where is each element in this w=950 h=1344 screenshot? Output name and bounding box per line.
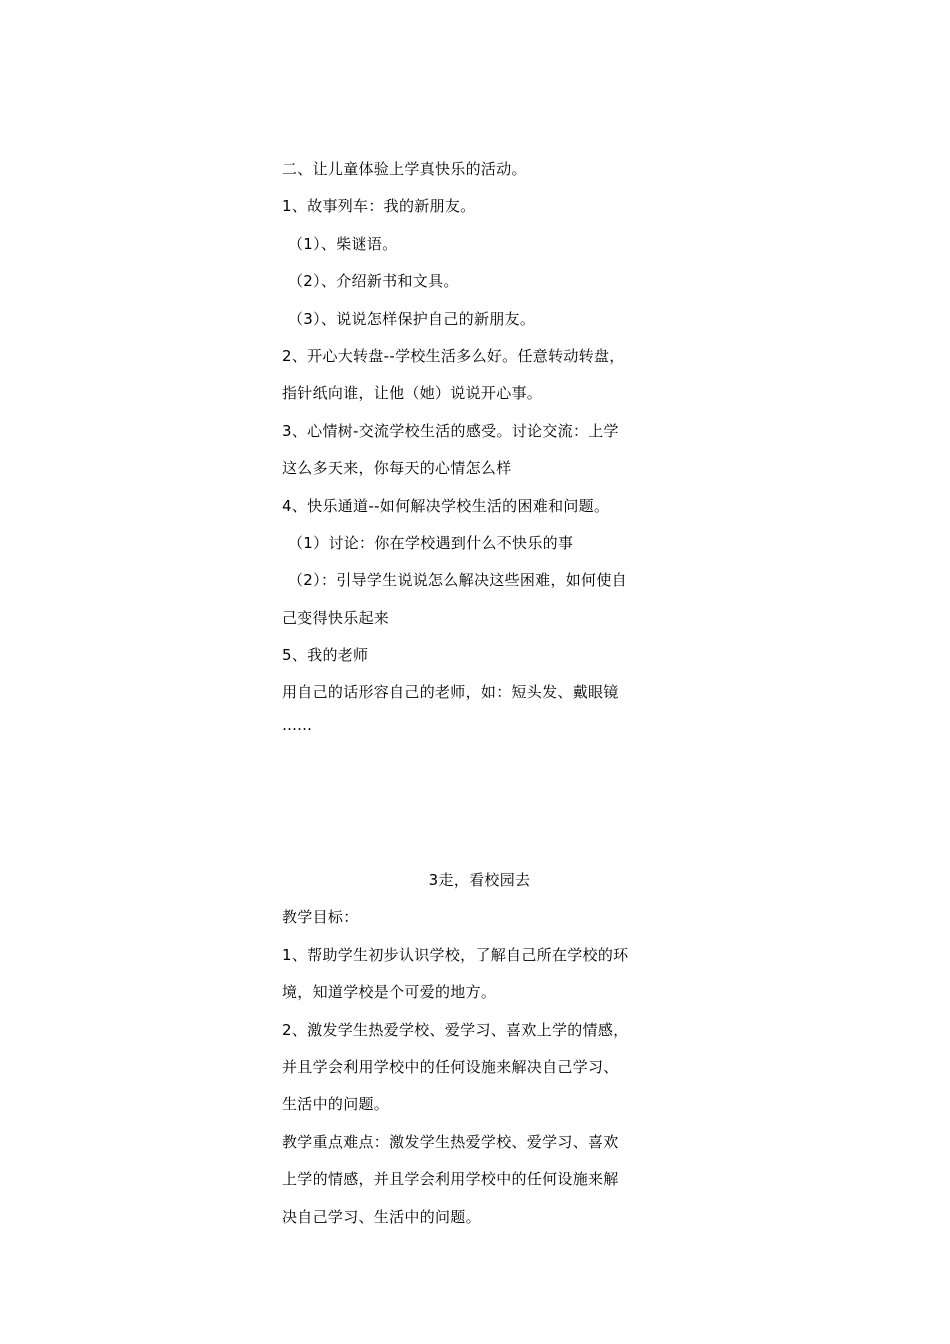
activity-1-item-2: （2）、介绍新书和文具。 bbox=[288, 272, 459, 291]
objective-2-line-1: 2、激发学生热爱学校、爱学习、喜欢上学的情感， bbox=[282, 1020, 629, 1039]
activity-3-line-2: 这么多天来，你每天的心情怎么样 bbox=[282, 459, 512, 478]
ellipsis: …… bbox=[282, 715, 312, 734]
objective-2-line-2: 并且学会利用学校中的任何设施来解决自己学习、 bbox=[282, 1057, 619, 1076]
objective-2-line-3: 生活中的问题。 bbox=[282, 1095, 390, 1114]
activity-5-line: 用自己的话形容自己的老师，如：短头发、戴眼镜 bbox=[282, 683, 619, 702]
section-heading: 二、让儿童体验上学真快乐的活动。 bbox=[282, 160, 527, 178]
key-points-line-1: 教学重点难点：激发学生热爱学校、爱学习、喜欢 bbox=[282, 1132, 619, 1151]
activity-1-title: 1、故事列车：我的新朋友。 bbox=[282, 197, 476, 216]
activity-section bbox=[282, 151, 677, 738]
activity-4-title: 4、快乐通道--如何解决学校生活的困难和问题。 bbox=[282, 496, 610, 515]
activity-4-item-1: （1）讨论：你在学校遇到什么不快乐的事 bbox=[288, 533, 574, 552]
objective-1-line-2: 境，知道学校是个可爱的地方。 bbox=[282, 983, 497, 1002]
activity-4-item-2-line-1: （2）：引导学生说说怎么解决这些困难，如何使自 bbox=[288, 571, 627, 590]
lesson-title: 3走，看校园去 bbox=[428, 871, 531, 889]
activity-1-item-3: （3）、说说怎样保护自己的新朋友。 bbox=[288, 309, 536, 328]
activity-1-item-1: （1）、柴谜语。 bbox=[288, 234, 398, 253]
lesson-section bbox=[282, 862, 677, 1236]
activity-4-item-2-line-2: 己变得快乐起来 bbox=[282, 608, 390, 627]
activity-2-line-2: 指针纸向谁，让他（她）说说开心事。 bbox=[282, 384, 543, 403]
objective-1-line-1: 1、帮助学生初步认识学校，了解自己所在学校的环 bbox=[282, 945, 629, 964]
activity-5-title: 5、我的老师 bbox=[282, 646, 369, 665]
activity-3-line-1: 3、心情树-交流学校生活的感受。讨论交流：上学 bbox=[282, 421, 619, 440]
activity-2-line-1: 2、开心大转盘--学校生活多么好。任意转动转盘， bbox=[282, 346, 625, 365]
key-points-line-2: 上学的情感，并且学会利用学校中的任何设施来解 bbox=[282, 1170, 619, 1189]
objectives-heading: 教学目标： bbox=[282, 908, 359, 927]
key-points-line-3: 决自己学习、生活中的问题。 bbox=[282, 1207, 481, 1226]
